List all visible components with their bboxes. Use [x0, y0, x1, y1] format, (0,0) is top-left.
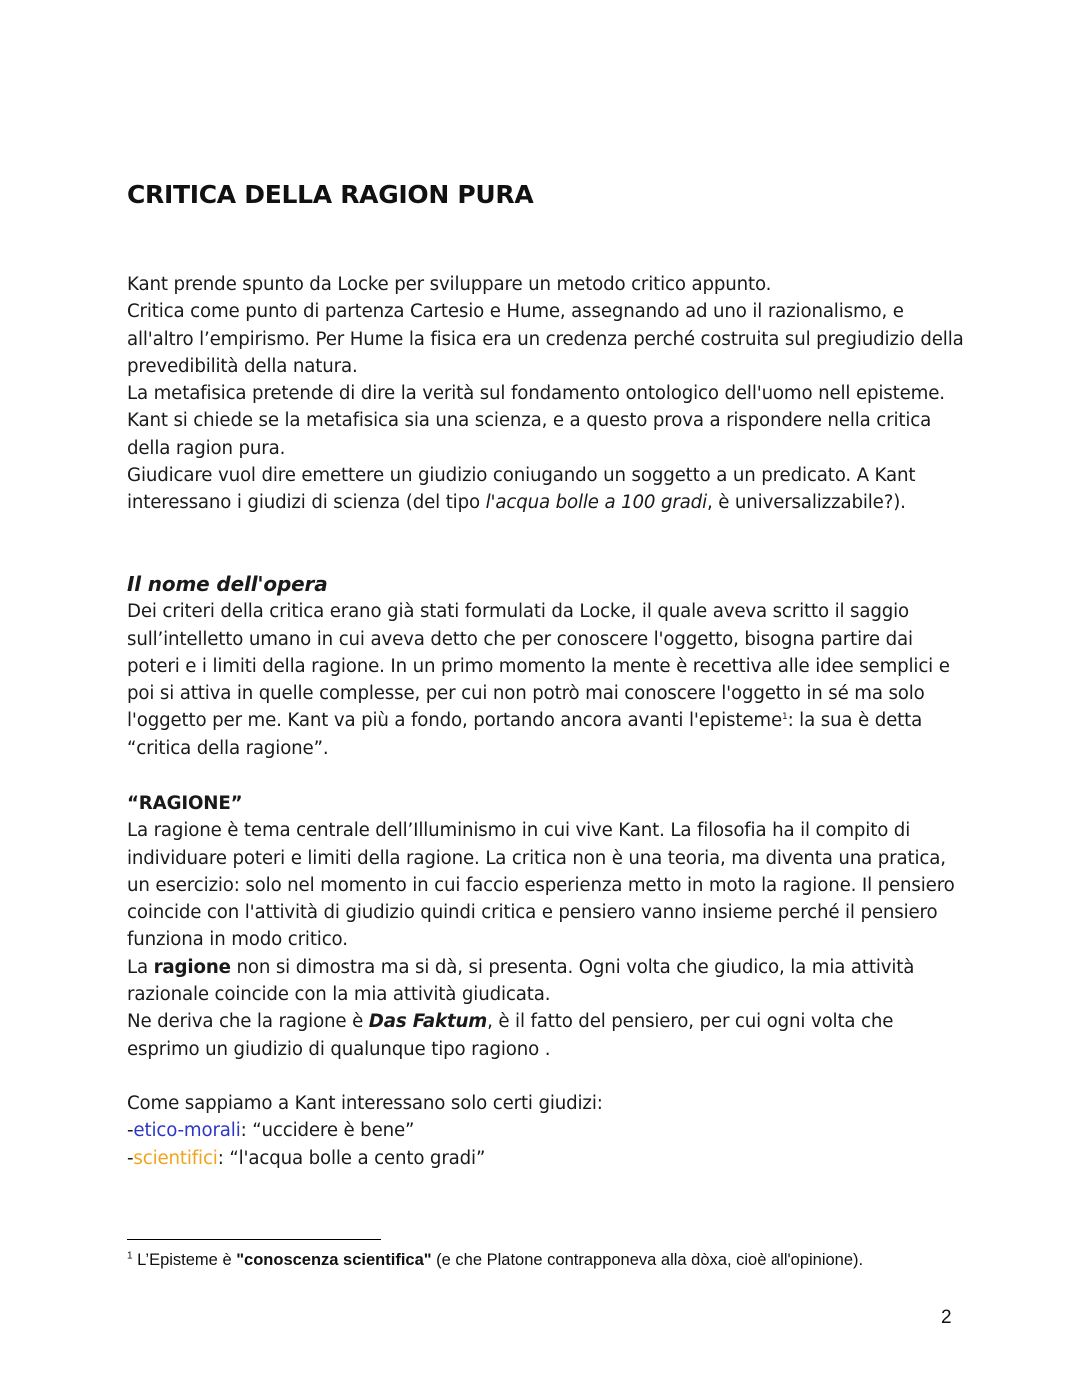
- paragraph-text: Dei criteri della critica erano già stati formulati da Locke, il quale aveva scritto il saggio sull’intelletto umano in cui aveva detto che per conoscere l'oggetto, bisogna partire dai poteri e i limiti della ragione. In un primo momento la mente è recettiva alle idee semplici e poi si attiva in quelle complesse, per cui non potrò mai conoscere l'oggetto in sé ma solo l'oggetto per me. Kant va più a fondo, portando ancora avanti l'episteme: [127, 601, 950, 732]
- paragraph-text: , è il fatto del pensiero, per cui ogni volta che esprimo un giudizio di qualunque tipo ragiono .: [127, 1011, 894, 1060]
- footnote-bold: "conoscenza scientifica": [236, 1251, 432, 1269]
- opera-section: [127, 571, 967, 762]
- bold-italic-term: Das Faktum: [368, 1011, 488, 1033]
- section-heading: “RAGIONE”: [127, 793, 243, 814]
- section-heading: Il nome dell'opera: [127, 572, 328, 596]
- paragraph-text: , è universalizzabile?).: [706, 492, 906, 514]
- list-label-etico-morali: etico-morali: [133, 1120, 241, 1142]
- bold-term: ragione: [153, 956, 231, 978]
- paragraph: La ragione è tema centrale dell’Illuminismo in cui vive Kant. La filosofia ha il compito di individuare poteri e limiti della ragione. La critica non è una teoria, ma diventa una pratica, un esercizio: solo nel momento in cui faccio esperienza metto in moto la ragione. Il pensiero coincide con l'attività di giudizio quindi critica e pensiero vanno insieme perché il pensiero funziona in modo critico.: [127, 820, 955, 951]
- italic-example: l'acqua bolle a 100 gradi: [485, 492, 707, 514]
- footnote-ref[interactable]: 1: [782, 712, 788, 723]
- intro-section: [127, 271, 967, 517]
- list-item: [127, 1145, 967, 1172]
- paragraph-text: non si dimostra ma si dà, si presenta. Ogni volta che giudico, la mia attività razionale coincide con la mia attività giudicata.: [127, 956, 915, 1006]
- list-label-scientifici: scientifici: [133, 1147, 218, 1169]
- ragione-section: [127, 790, 967, 1063]
- paragraph: Come sappiamo a Kant interessano solo certi giudizi:: [127, 1093, 603, 1114]
- page-number: 2: [941, 1307, 952, 1328]
- paragraph-text: Giudicare vuol dire emettere un giudizio coniugando un soggetto a un predicato. A Kant interessano i giudizi di scienza (del tipo: [127, 465, 916, 514]
- paragraph: Kant prende spunto da Locke per sviluppare un metodo critico appunto.: [127, 274, 772, 295]
- paragraph: [127, 954, 967, 1009]
- footnote-text: L’Episteme è: [132, 1251, 237, 1269]
- paragraph-text: Ne deriva che la ragione è: [127, 1011, 369, 1033]
- list-example: : “uccidere è bene”: [240, 1120, 415, 1142]
- paragraph-text: La: [127, 956, 154, 978]
- list-prefix: -: [127, 1120, 134, 1142]
- list-item: [127, 1117, 967, 1144]
- footnote: [127, 1249, 863, 1271]
- paragraph: [127, 1008, 967, 1063]
- paragraph: Critica come punto di partenza Cartesio e Hume, assegnando ad uno il razionalismo, e all'altro l’empirismo. Per Hume la fisica era un credenza perché costruita sul pregiudizio della prevedibilità della natura.: [127, 301, 964, 377]
- footnote-divider: [127, 1239, 381, 1240]
- footnote-number: 1: [127, 1250, 133, 1262]
- footnote-text: (e che Platone contrapponeva alla dòxa, cioè all'opinione).: [431, 1251, 864, 1269]
- paragraph-text: : la sua è detta “critica della ragione”.: [127, 710, 923, 759]
- list-prefix: -: [127, 1147, 134, 1169]
- list-example: : “l'acqua bolle a cento gradi”: [217, 1147, 486, 1169]
- paragraph: [127, 462, 967, 517]
- page-title: CRITICA DELLA RAGION PURA: [127, 180, 534, 209]
- paragraph: [127, 598, 967, 762]
- paragraph: La metafisica pretende di dire la verità sul fondamento ontologico dell'uomo nell episteme. Kant si chiede se la metafisica sia una scienza, e a questo prova a rispondere nella critica della ragion pura.: [127, 383, 945, 459]
- giudizi-section: [127, 1090, 967, 1172]
